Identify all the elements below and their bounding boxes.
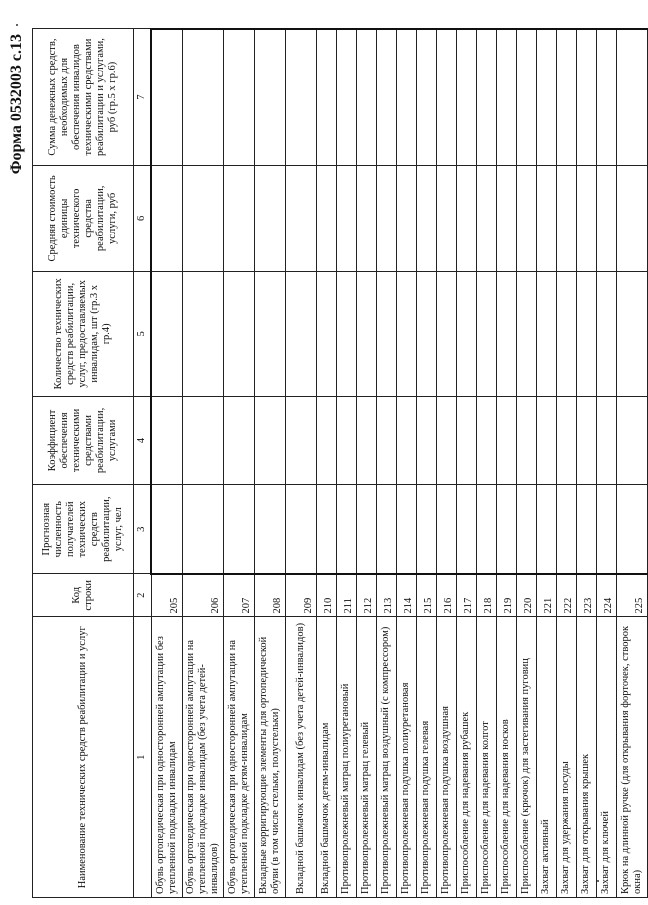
data-cell <box>457 272 477 396</box>
table-row <box>457 29 477 898</box>
data-cell <box>357 396 377 485</box>
row-name: Противопролежневая подушка полиуретановая <box>397 617 417 898</box>
data-cell <box>183 29 224 165</box>
data-cell <box>557 396 577 485</box>
header-col7: Сумма денежных средств, необходимых для обеспечения инвалидов техническими средствами реабилитации и услугами, руб (гр.5 x гр.6) <box>33 29 134 165</box>
row-name: Противопролежневая подушка гелевая <box>417 617 437 898</box>
table-row <box>537 29 557 898</box>
header-col6: Средняя стоимость единицы технического средства реабилитации, услуги, руб <box>33 165 134 272</box>
row-name: Противопролежневый матрац гелевый <box>357 617 377 898</box>
data-cell <box>377 272 397 396</box>
data-cell <box>477 485 497 574</box>
row-name: Вкладные корригирующие элементы для ортопедической обуви (в том числе стельки, полустельки) <box>255 617 286 898</box>
col-number: 5 <box>134 272 152 396</box>
data-cell <box>477 272 497 396</box>
data-cell <box>337 396 357 485</box>
data-cell <box>337 165 357 272</box>
data-cell <box>377 165 397 272</box>
scan-speck <box>16 24 18 26</box>
col-number: 4 <box>134 396 152 485</box>
data-cell <box>255 396 286 485</box>
data-cell <box>557 485 577 574</box>
row-name: Приспособление для надевания колгот <box>477 617 497 898</box>
table-body <box>151 29 648 898</box>
data-cell <box>437 29 457 165</box>
row-code: 225 <box>617 574 648 617</box>
report-table <box>32 28 648 898</box>
row-code: 211 <box>337 574 357 617</box>
row-code: 218 <box>477 574 497 617</box>
data-cell <box>497 165 517 272</box>
row-name: Вкладной башмачок инвалидам (без учета детей-инвалидов) <box>286 617 317 898</box>
row-code: 208 <box>255 574 286 617</box>
row-code: 213 <box>377 574 397 617</box>
data-cell <box>317 396 337 485</box>
data-cell <box>617 29 648 165</box>
row-name: Приспособление (крючок) для застегивания пуговиц <box>517 617 537 898</box>
data-cell <box>397 29 417 165</box>
data-cell <box>317 272 337 396</box>
data-cell <box>617 272 648 396</box>
row-name: Крюк на длинной ручке (для открывания форточек, створок окна) <box>617 617 648 898</box>
row-name: Противопролежневый матрац воздушный (с компрессором) <box>377 617 397 898</box>
data-cell <box>537 29 557 165</box>
data-cell <box>517 29 537 165</box>
data-cell <box>255 165 286 272</box>
data-cell <box>357 485 377 574</box>
data-cell <box>517 165 537 272</box>
data-cell <box>397 272 417 396</box>
row-code: 205 <box>151 574 183 617</box>
data-cell <box>417 29 437 165</box>
row-code: 221 <box>537 574 557 617</box>
data-cell <box>377 485 397 574</box>
data-cell <box>377 396 397 485</box>
data-cell <box>151 485 183 574</box>
row-code: 216 <box>437 574 457 617</box>
data-cell <box>224 396 255 485</box>
data-cell <box>537 165 557 272</box>
table-row <box>397 29 417 898</box>
data-cell <box>151 29 183 165</box>
data-cell <box>457 396 477 485</box>
data-cell <box>224 485 255 574</box>
table-row <box>437 29 457 898</box>
data-cell <box>397 396 417 485</box>
data-cell <box>317 29 337 165</box>
data-cell <box>255 29 286 165</box>
row-name: Вкладной башмачок детям-инвалидам <box>317 617 337 898</box>
row-code: 219 <box>497 574 517 617</box>
data-cell <box>617 165 648 272</box>
col-number: 1 <box>134 617 152 898</box>
col-number: 6 <box>134 165 152 272</box>
data-cell <box>183 272 224 396</box>
data-cell <box>286 165 317 272</box>
header-row <box>33 29 134 898</box>
table-row <box>357 29 377 898</box>
data-cell <box>577 396 597 485</box>
data-cell <box>286 29 317 165</box>
row-name: Захват для открывания крышек <box>577 617 597 898</box>
data-cell <box>497 29 517 165</box>
header-col4: Коэффициент обеспечения техническими средствами реабилитации, услугами <box>33 396 134 485</box>
header-col3: Прогнозная численность получателей технических средств реабилитации, услуг, чел <box>33 485 134 574</box>
data-cell <box>577 272 597 396</box>
data-cell <box>537 272 557 396</box>
data-cell <box>224 165 255 272</box>
data-cell <box>357 29 377 165</box>
table-row <box>255 29 286 898</box>
row-code: 206 <box>183 574 224 617</box>
col-number: 7 <box>134 29 152 165</box>
data-cell <box>255 485 286 574</box>
data-cell <box>224 29 255 165</box>
row-name: Захват для удержания посуды <box>557 617 577 898</box>
table-row <box>317 29 337 898</box>
data-cell <box>317 165 337 272</box>
table-row <box>183 29 224 898</box>
data-cell <box>317 485 337 574</box>
data-cell <box>357 165 377 272</box>
table-row <box>224 29 255 898</box>
table-row <box>477 29 497 898</box>
data-cell <box>286 485 317 574</box>
data-cell <box>437 272 457 396</box>
data-cell <box>255 272 286 396</box>
data-cell <box>597 396 617 485</box>
row-name: Противопролежневая подушка воздушная <box>437 617 457 898</box>
data-cell <box>417 165 437 272</box>
table-row <box>557 29 577 898</box>
row-code: 207 <box>224 574 255 617</box>
row-code: 223 <box>577 574 597 617</box>
row-name: Обувь ортопедическая при односторонней ампутации на утепленной подкладке инвалидам (без учета детей-инвалидов) <box>183 617 224 898</box>
header-name: Наименование технических средств реабилитации и услуг <box>33 617 134 898</box>
data-cell <box>286 272 317 396</box>
data-cell <box>337 29 357 165</box>
data-cell <box>183 396 224 485</box>
row-code: 212 <box>357 574 377 617</box>
data-cell <box>597 272 617 396</box>
data-cell <box>286 396 317 485</box>
table-row <box>497 29 517 898</box>
table-row <box>517 29 537 898</box>
data-cell <box>477 29 497 165</box>
data-cell <box>557 165 577 272</box>
data-cell <box>597 165 617 272</box>
data-cell <box>497 272 517 396</box>
row-name: Захват для ключей <box>597 617 617 898</box>
data-cell <box>183 165 224 272</box>
data-cell <box>151 396 183 485</box>
row-code: 210 <box>317 574 337 617</box>
row-code: 220 <box>517 574 537 617</box>
table-row <box>417 29 437 898</box>
data-cell <box>457 29 477 165</box>
data-cell <box>151 272 183 396</box>
data-cell <box>477 396 497 485</box>
table-row <box>337 29 357 898</box>
data-cell <box>437 165 457 272</box>
rotated-sheet <box>8 28 645 898</box>
data-cell <box>537 396 557 485</box>
row-code: 222 <box>557 574 577 617</box>
row-code: 217 <box>457 574 477 617</box>
row-name: Приспособление для надевания носков <box>497 617 517 898</box>
row-code: 224 <box>597 574 617 617</box>
data-cell <box>377 29 397 165</box>
form-label: Форма 0532003 с.13 <box>8 34 25 175</box>
data-cell <box>537 485 557 574</box>
table-row <box>617 29 648 898</box>
data-cell <box>397 165 417 272</box>
data-cell <box>597 485 617 574</box>
data-cell <box>477 165 497 272</box>
row-name: Обувь ортопедическая при односторонней ампутации на утепленной подкладке детям-инвалидам <box>224 617 255 898</box>
data-cell <box>337 485 357 574</box>
data-cell <box>417 396 437 485</box>
data-cell <box>337 272 357 396</box>
data-cell <box>517 396 537 485</box>
col-number: 2 <box>134 574 152 617</box>
data-cell <box>397 485 417 574</box>
data-cell <box>417 485 437 574</box>
table-row <box>377 29 397 898</box>
table-row <box>151 29 183 898</box>
col-number: 3 <box>134 485 152 574</box>
data-cell <box>417 272 437 396</box>
data-cell <box>437 485 457 574</box>
data-cell <box>457 165 477 272</box>
table-row <box>597 29 617 898</box>
data-cell <box>497 396 517 485</box>
row-code: 214 <box>397 574 417 617</box>
data-cell <box>577 485 597 574</box>
data-cell <box>617 396 648 485</box>
data-cell <box>357 272 377 396</box>
data-cell <box>577 165 597 272</box>
row-name: Противопролежневый матрац полиуретановый <box>337 617 357 898</box>
data-cell <box>557 272 577 396</box>
data-cell <box>224 272 255 396</box>
row-name: Захват активный <box>537 617 557 898</box>
table-row <box>577 29 597 898</box>
data-cell <box>617 485 648 574</box>
data-cell <box>151 165 183 272</box>
row-code: 215 <box>417 574 437 617</box>
row-name: Обувь ортопедическая при односторонней ампутации без утепленной подкладки инвалидам <box>151 617 183 898</box>
data-cell <box>517 485 537 574</box>
row-code: 209 <box>286 574 317 617</box>
data-cell <box>497 485 517 574</box>
data-cell <box>577 29 597 165</box>
data-cell <box>597 29 617 165</box>
table-row <box>286 29 317 898</box>
data-cell <box>557 29 577 165</box>
data-cell <box>457 485 477 574</box>
column-numbers-row <box>134 29 152 898</box>
data-cell <box>437 396 457 485</box>
data-cell <box>517 272 537 396</box>
data-cell <box>183 485 224 574</box>
header-code: Код строки <box>33 574 134 617</box>
header-col5: Количество технических средств реабилитации, услуг, предоставляемых инвалидам, шт (гр.3 x гр.4) <box>33 272 134 396</box>
row-name: Приспособление для надевания рубашек <box>457 617 477 898</box>
